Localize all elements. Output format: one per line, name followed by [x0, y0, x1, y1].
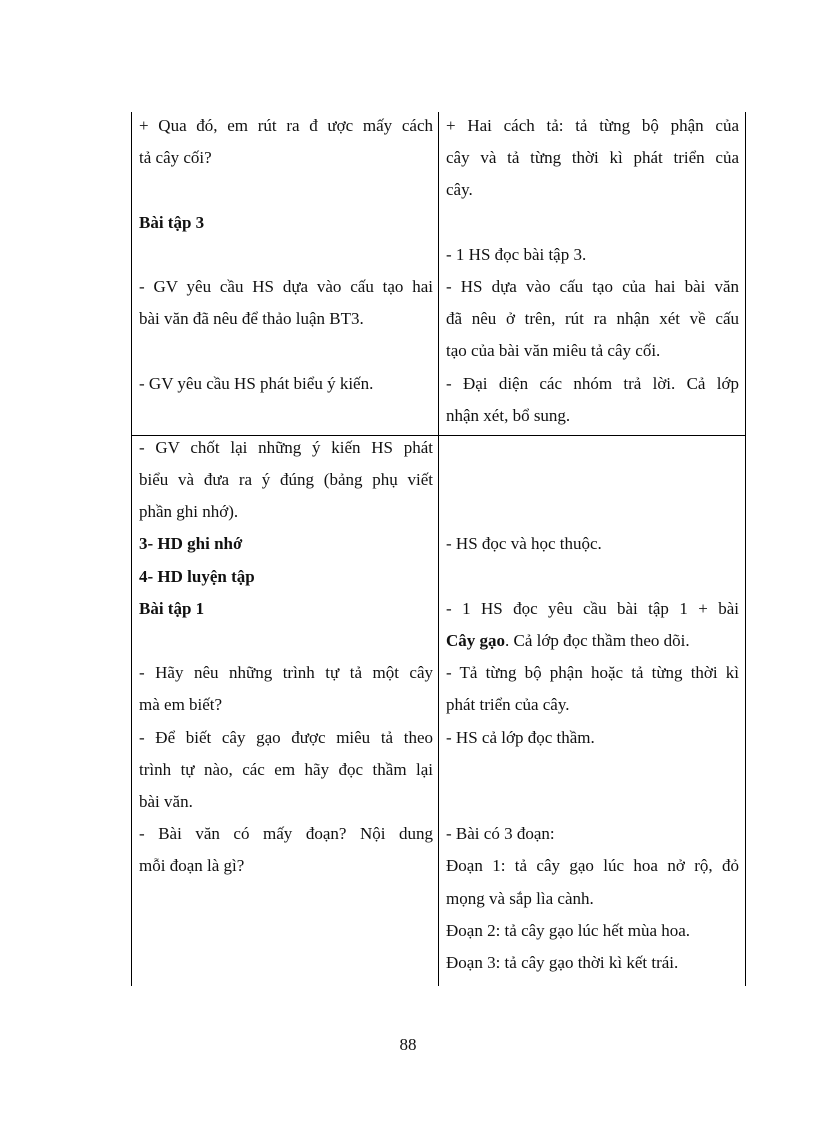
- teacher-text-line: - GV chốt lại những ý kiến HS phát: [139, 437, 433, 457]
- student-text-line: cây.: [446, 180, 473, 200]
- teacher-blank-line: [139, 625, 433, 657]
- teacher-heading: 3- HD ghi nhớ: [139, 534, 243, 554]
- student-text-line: - Tả từng bộ phận hoặc tả từng thời kì: [446, 663, 739, 683]
- student-blank-line: [446, 786, 739, 818]
- teacher-text-line: tả cây cối?: [139, 148, 212, 168]
- teacher-text-line: - Hãy nêu những trình tự tả một cây: [139, 663, 433, 683]
- student-text-line: tạo của bài văn miêu tả cây cối.: [446, 341, 661, 361]
- teacher-text-line: phần ghi nhớ).: [139, 502, 239, 522]
- student-text-line: - HS cả lớp đọc thầm.: [446, 727, 595, 747]
- table-left-border: [131, 112, 132, 986]
- teacher-blank-line: [139, 174, 433, 206]
- student-blank-line: [446, 464, 739, 496]
- teacher-text-line: bài văn đã nêu để thảo luận BT3.: [139, 309, 364, 329]
- teacher-blank-line: [139, 335, 433, 367]
- table-column-divider: [438, 112, 439, 986]
- teacher-text-line: biểu và đưa ra ý đúng (bảng phụ viết: [139, 470, 433, 490]
- student-blank-line: [446, 754, 739, 786]
- teacher-heading: Bài tập 3: [139, 212, 205, 232]
- student-text-line: đã nêu ở trên, rút ra nhận xét về cấu: [446, 309, 739, 329]
- student-text-line: - 1 HS đọc yêu cầu bài tập 1 + bài: [446, 598, 739, 618]
- teacher-text-line: bài văn.: [139, 791, 193, 811]
- teacher-text-line: trình tự nào, các em hãy đọc thầm lại: [139, 759, 433, 779]
- student-blank-line: [446, 496, 739, 528]
- student-text-line: - Bài có 3 đoạn:: [446, 824, 555, 844]
- teacher-activity-column: [139, 110, 433, 883]
- student-blank-line: [446, 561, 739, 593]
- student-text-line: phát triển của cây.: [446, 695, 570, 715]
- student-blank-line: [446, 432, 739, 464]
- teacher-text-line: - Bài văn có mấy đoạn? Nội dung: [139, 824, 433, 844]
- teacher-blank-line: [139, 239, 433, 271]
- student-text-line: - HS dựa vào cấu tạo của hai bài văn: [446, 276, 739, 296]
- teacher-text-line: mà em biết?: [139, 695, 223, 715]
- teacher-text-line: - GV yêu cầu HS dựa vào cấu tạo hai: [139, 276, 433, 296]
- student-text-line: - HS đọc và học thuộc.: [446, 534, 602, 554]
- teacher-text-line: mỗi đoạn là gì?: [139, 856, 245, 876]
- text-rest: . Cả lớp đọc thầm theo dõi.: [505, 631, 690, 650]
- student-text-line: Đoạn 1: tả cây gạo lúc hoa nở rộ, đỏ: [446, 856, 739, 876]
- teacher-blank-line: [139, 400, 433, 432]
- student-text-line: - Đại diện các nhóm trả lời. Cả lớp: [446, 373, 739, 393]
- bold-title: Cây gạo: [446, 631, 506, 650]
- teacher-heading: Bài tập 1: [139, 598, 205, 618]
- student-text-line: mọng và sắp lìa cành.: [446, 888, 594, 908]
- teacher-text-line: - Để biết cây gạo được miêu tả theo: [139, 727, 433, 747]
- student-text-line: [446, 625, 739, 657]
- student-text-line: nhận xét, bổ sung.: [446, 405, 571, 425]
- page-number: 88: [399, 1035, 417, 1054]
- student-text-line: + Hai cách tả: tả từng bộ phận của: [446, 116, 739, 135]
- student-text-line: Đoạn 3: tả cây gạo thời kì kết trái.: [446, 952, 679, 972]
- table-right-border: [745, 112, 746, 986]
- teacher-heading: 4- HD luyện tập: [139, 566, 255, 586]
- student-blank-line: [446, 207, 739, 239]
- teacher-text-line: + Qua đó, em rút ra đ ược mấy cách: [139, 116, 433, 135]
- student-activity-column: [446, 110, 739, 979]
- student-text-line: cây và tả từng thời kì phát triển của: [446, 148, 739, 168]
- student-text-line: - 1 HS đọc bài tập 3.: [446, 244, 587, 264]
- teacher-text-line: - GV yêu cầu HS phát biểu ý kiến.: [139, 373, 374, 393]
- student-text-line: Đoạn 2: tả cây gạo lúc hết mùa hoa.: [446, 920, 691, 940]
